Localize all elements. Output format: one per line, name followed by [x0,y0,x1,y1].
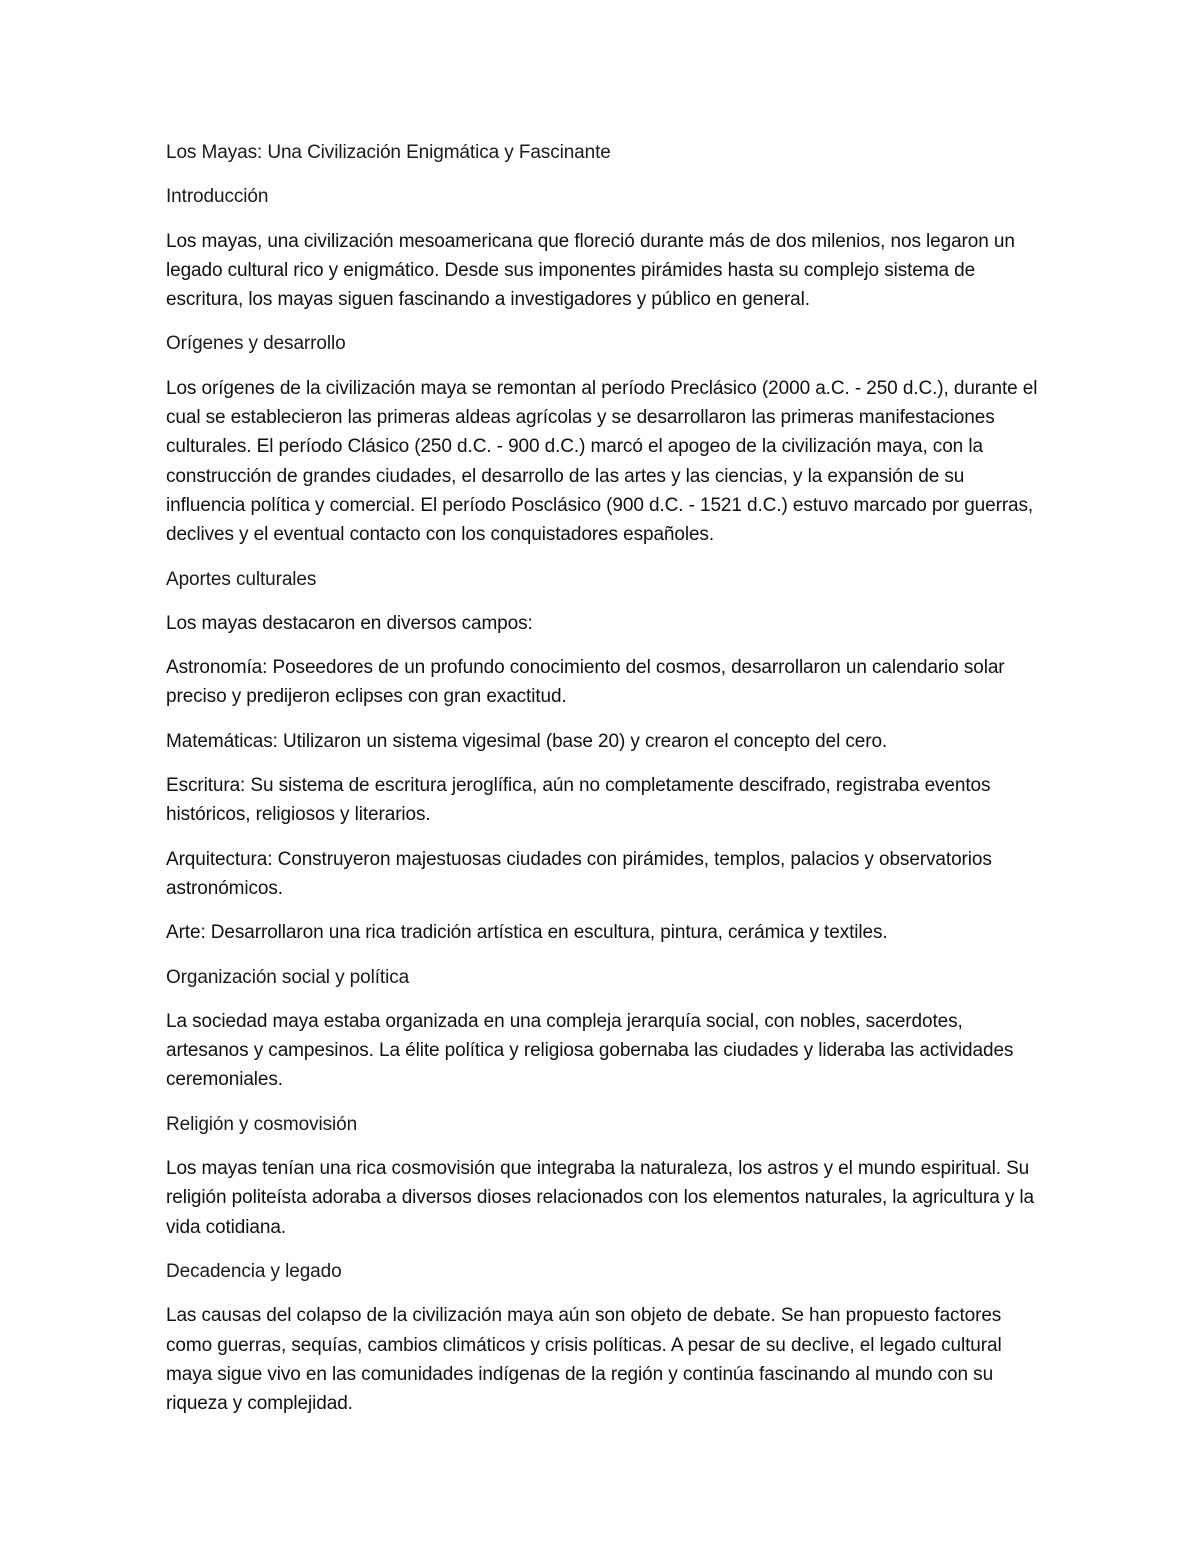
culture-item-mathematics [166,727,1046,756]
section-paragraph-religion: Los mayas tenían una rica cosmovisión que integraba la naturaleza, los astros y el mundo espiritual. Su religión politeísta adoraba a diversos dioses relacionados con los elementos naturales, la agricultura y la vida cotidiana. [166,1158,1035,1238]
culture-item-art [166,918,1046,947]
culture-item-term: Astronomía: [166,657,268,679]
section-paragraph-origins: Los orígenes de la civilización maya se remontan al período Preclásico (2000 a.C. - 250 d.C.), durante el cual se establecieron las primeras aldeas agrícolas y se desarrollaron las primeras manifestaciones culturales. El período Clásico (250 d.C. - 900 d.C.) marcó el apogeo de la civilización maya, con la construcción de grandes ciudades, el desarrollo de las artes y las ciencias, y la expansión de su influencia política y comercial. El período Posclásico (900 d.C. - 1521 d.C.) estuvo marcado por guerras, declives y el eventual contacto con los conquistadores españoles. [166,377,1038,546]
section-heading-origins: Orígenes y desarrollo [166,333,346,355]
section-heading-intro: Introducción [166,186,269,208]
section-paragraph-intro: Los mayas, una civilización mesoamericana que floreció durante más de dos milenios, nos legaron un legado cultural rico y enigmático. Desde sus imponentes pirámides hasta su complejo sistema de escritura, los mayas siguen fascinando a investigadores y público en general. [166,230,1015,311]
section-heading-culture: Aportes culturales [166,568,317,590]
culture-item-text: Su sistema de escritura jeroglífica, aún no completamente descifrado, registraba eventos históricos, religiosos y literarios. [166,775,991,826]
section-paragraph-legacy: Las causas del colapso de la civilización maya aún son objeto de debate. Se han propuesto factores como guerras, sequías, cambios climáticos y crisis políticas. A pesar de su declive, el legado cultural maya sigue vivo en las comunidades indígenas de la región y continúa fascinando al mundo con su riqueza y complejidad. [166,1305,1002,1415]
culture-item-writing [166,771,1046,830]
section-heading-religion: Religión y cosmovisión [166,1113,358,1135]
culture-item-text: Utilizaron un sistema vigesimal (base 20) y crearon el concepto del cero. [277,730,888,752]
culture-item-term: Arquitectura: [166,848,273,870]
culture-item-text: Poseedores de un profundo conocimiento del cosmos, desarrollaron un calendario solar preciso y predijeron eclipses con gran exactitud. [166,657,1005,708]
section-paragraph-society: La sociedad maya estaba organizada en una compleja jerarquía social, con nobles, sacerdotes, artesanos y campesinos. La élite política y religiosa gobernaba las ciudades y lideraba las actividades ceremoniales. [166,1010,1014,1091]
section-heading-society: Organización social y política [166,966,410,988]
culture-item-term: Matemáticas: [166,730,278,752]
document-body [166,138,1046,1433]
document-title: Los Mayas: Una Civilización Enigmática y Fascinante [166,142,611,163]
culture-item-architecture [166,845,1046,904]
culture-item-term: Arte: [166,922,206,944]
section-heading-legacy: Decadencia y legado [166,1260,342,1282]
culture-item-text: Desarrollaron una rica tradición artística en escultura, pintura, cerámica y textiles. [205,922,888,944]
culture-item-astronomy [166,653,1046,712]
section-paragraph-culture-intro: Los mayas destacaron en diversos campos: [166,612,533,634]
culture-item-term: Escritura: [166,775,246,797]
culture-item-text: Construyeron majestuosas ciudades con pirámides, templos, palacios y observatorios astronómicos. [166,848,992,899]
